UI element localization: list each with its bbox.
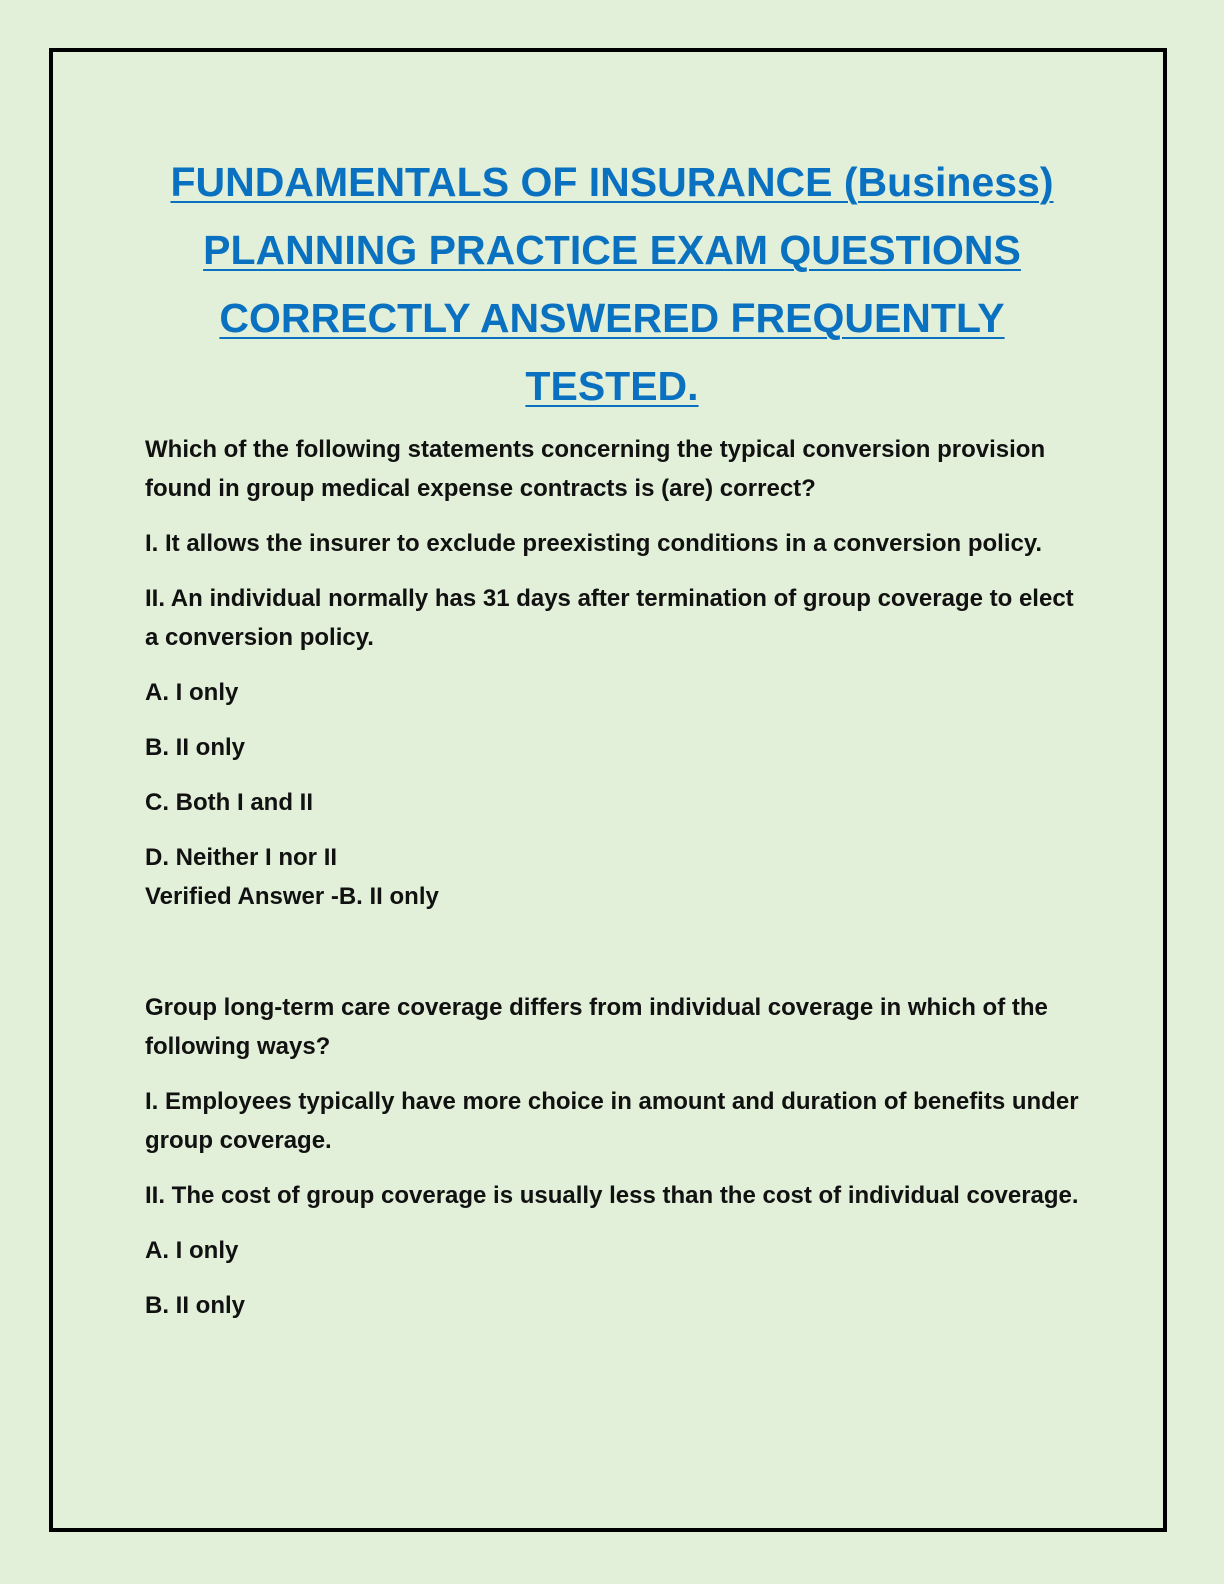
option-c: C. Both I and II — [145, 789, 313, 816]
question-stem: Group long-term care coverage differs from individual coverage in which of the following ways? — [145, 994, 1048, 1060]
question-stem: Which of the following statements concerning the typical conversion provision found in group medical expense contracts is (are) correct? — [145, 436, 1046, 502]
title-line-3: CORRECTLY ANSWERED FREQUENTLY — [219, 295, 1005, 341]
title-line-2: PLANNING PRACTICE EXAM QUESTIONS — [203, 227, 1021, 273]
option-a: A. I only — [145, 679, 239, 706]
question-1 — [145, 430, 1085, 916]
title-line-1: FUNDAMENTALS OF INSURANCE (Business) — [170, 159, 1054, 205]
option-d: D. Neither I nor II — [145, 844, 338, 871]
title-line-4: TESTED. — [525, 363, 699, 409]
question-statement-1: I. It allows the insurer to exclude preexisting conditions in a conversion policy. — [145, 530, 1043, 557]
question-2 — [145, 988, 1085, 1325]
question-statement-1: I. Employees typically have more choice in amount and duration of benefits under group coverage. — [145, 1088, 1079, 1154]
option-b: B. II only — [145, 734, 246, 761]
option-b: B. II only — [145, 1292, 246, 1319]
option-a: A. I only — [145, 1237, 239, 1264]
questions-body — [145, 430, 1085, 1341]
question-statement-2: II. An individual normally has 31 days after termination of group coverage to elect a conversion policy. — [145, 585, 1074, 651]
page-title — [100, 148, 1124, 420]
verified-answer: Verified Answer -B. II only — [145, 883, 439, 910]
question-statement-2: II. The cost of group coverage is usually less than the cost of individual coverage. — [145, 1182, 1079, 1209]
